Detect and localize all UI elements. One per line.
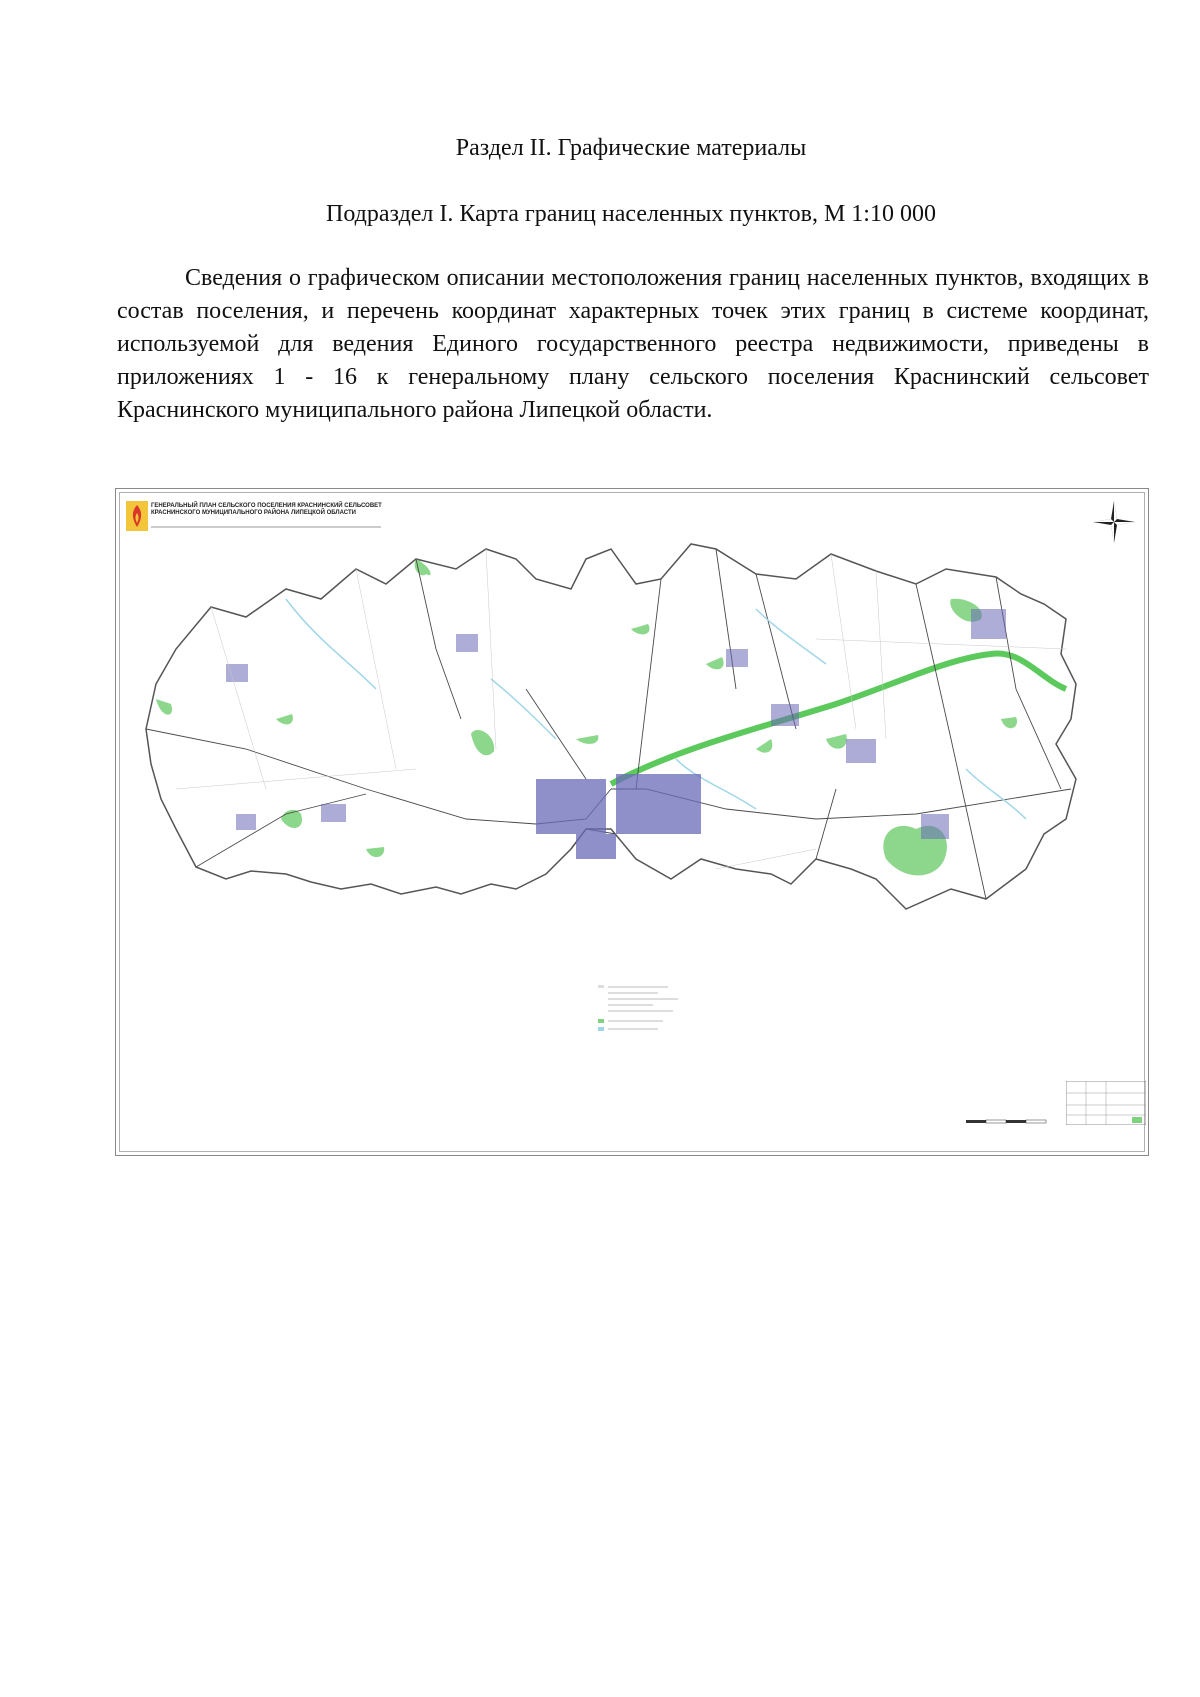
title-stamp	[1066, 1081, 1146, 1125]
map-drawing	[116, 489, 1148, 1155]
subsection-title: Подраздел I. Карта границ населенных пунктов, М 1:10 000	[326, 201, 936, 227]
body-paragraph: Сведения о графическом описании местоположения границ населенных пунктов, входящих в состав поселения, и перечень координат характерных точек этих границ в системе координат, используемой для ведения Единого государственного реестра недвижимости, приведены в приложениях 1 - 16 к генеральному плану сельского поселения Краснинский сельсовет Краснинского муниципального района Липецкой области.	[117, 265, 1149, 423]
settlement-boundary-map	[115, 488, 1149, 1156]
scale-bar	[966, 1117, 1066, 1127]
section-title: Раздел II. Графические материалы	[455, 135, 807, 161]
map-title: ГЕНЕРАЛЬНЫЙ ПЛАН СЕЛЬСКОГО ПОСЕЛЕНИЯ КРАСНИНСКИЙ СЕЛЬСОВЕТ КРАСНИНСКОГО МУНИЦИПАЛЬНОГО РАЙОНА ЛИПЕЦКОЙ ОБЛАСТИ	[151, 503, 382, 516]
legend-block	[598, 985, 698, 1045]
